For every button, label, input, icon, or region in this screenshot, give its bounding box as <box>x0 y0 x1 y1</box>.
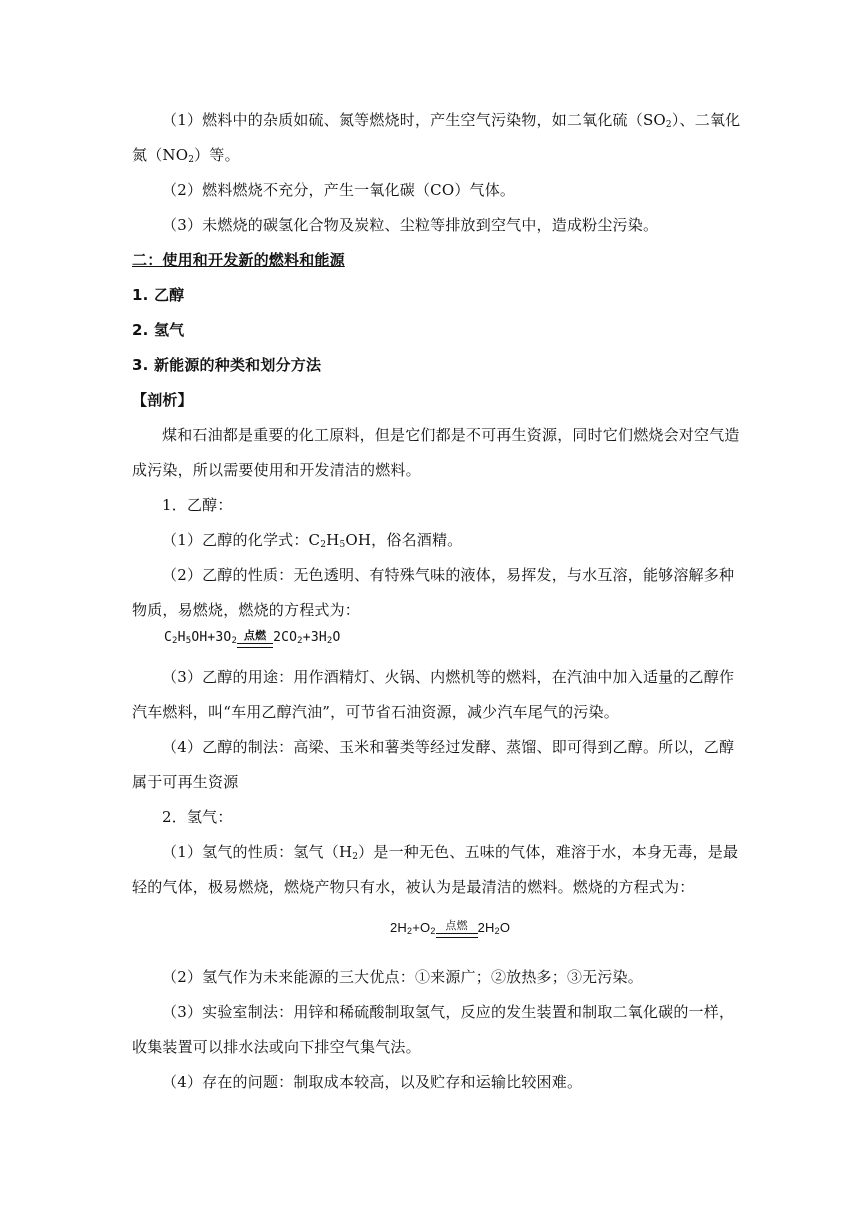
hydrogen-lab-method-line1: （3）实验室制法：用锌和稀硫酸制取氢气，反应的发生装置和制取二氧化碳的一样， <box>162 1003 735 1021</box>
paragraph-impurities-line2: 氮$(NO_2)$等。 <box>132 146 240 165</box>
hydrogen-equation: $2H_2+O_2$ 点燃 $2H_2O$ <box>390 919 511 936</box>
ethanol-uses-line1: （3）乙醇的用途：用作酒精灯、火锅、内燃机等的燃料，在汽油中加入适量的乙醇作 <box>162 668 735 686</box>
ethanol-production-line2: 属于可再生资源 <box>132 773 239 791</box>
analysis-heading: 【剖析】 <box>132 391 193 409</box>
reaction-arrow: 点燃 <box>237 630 273 648</box>
list-heading-ethanol: 1. 乙醇 <box>132 286 185 304</box>
hydrogen-lab-method-line2: 收集装置可以排水法或向下排空气集气法。 <box>132 1038 421 1056</box>
ethanol-equation: $C_2H_5OH+3O_2$ 点燃 $2CO_2+3H_2O$ <box>164 629 341 646</box>
paragraph-incomplete-combustion: （2）燃料燃烧不充分，产生一氧化碳（CO）气体。 <box>162 181 516 199</box>
list-heading-new-energy: 3. 新能源的种类和划分方法 <box>132 356 322 374</box>
ethanol-properties-line1: （2）乙醇的性质：无色透明、有特殊气味的液体，易挥发，与水互溶，能够溶解多种 <box>162 566 735 584</box>
hydrogen-properties-line1: （1）氢气的性质：氢气$(H_2)$是一种无色、五味的气体，难溶于水，本身无毒，是最 <box>162 843 739 862</box>
ethanol-production-line1: （4）乙醇的制法：高梁、玉米和薯类等经过发酵、蒸馏、即可得到乙醇。所以，乙醇 <box>162 738 735 756</box>
paragraph-impurities-line1: （1）燃料中的杂质如硫、氮等燃烧时，产生空气污染物，如二氧化硫$(SO_2)$、二氧化 <box>162 111 741 130</box>
hydrogen-title: 2．氢气： <box>162 808 233 826</box>
paragraph-dust-pollution: （3）未燃烧的碳氢化合物及炭粒、尘粒等排放到空气中，造成粉尘污染。 <box>162 216 659 234</box>
ethanol-title: 1．乙醇： <box>162 496 233 514</box>
intro-line1: 煤和石油都是重要的化工原料，但是它们都是不可再生资源，同时它们燃烧会对空气造 <box>162 426 740 444</box>
hydrogen-problems: （4）存在的问题：制取成本较高，以及贮存和运输比较困难。 <box>162 1073 583 1091</box>
reaction-arrow: 点燃 <box>436 920 478 938</box>
ethanol-formula: （1）乙醇的化学式：$C_2H_5OH$，俗名酒精。 <box>162 531 463 550</box>
hydrogen-properties-line2: 轻的气体，极易燃烧，燃烧产物只有水，被认为是最清洁的燃料。燃烧的方程式为： <box>132 878 695 896</box>
list-heading-hydrogen: 2. 氢气 <box>132 321 185 339</box>
hydrogen-advantages: （2）氢气作为未来能源的三大优点：①来源广；②放热多；③无污染。 <box>162 968 643 986</box>
intro-line2: 成污染，所以需要使用和开发清洁的燃料。 <box>132 461 421 479</box>
section-heading: 二：使用和开发新的燃料和能源 <box>132 251 345 269</box>
ethanol-uses-line2: 汽车燃料，叫“车用乙醇汽油”，可节省石油资源，减少汽车尾气的污染。 <box>132 703 619 721</box>
ethanol-properties-line2: 物质，易燃烧，燃烧的方程式为： <box>132 601 361 619</box>
